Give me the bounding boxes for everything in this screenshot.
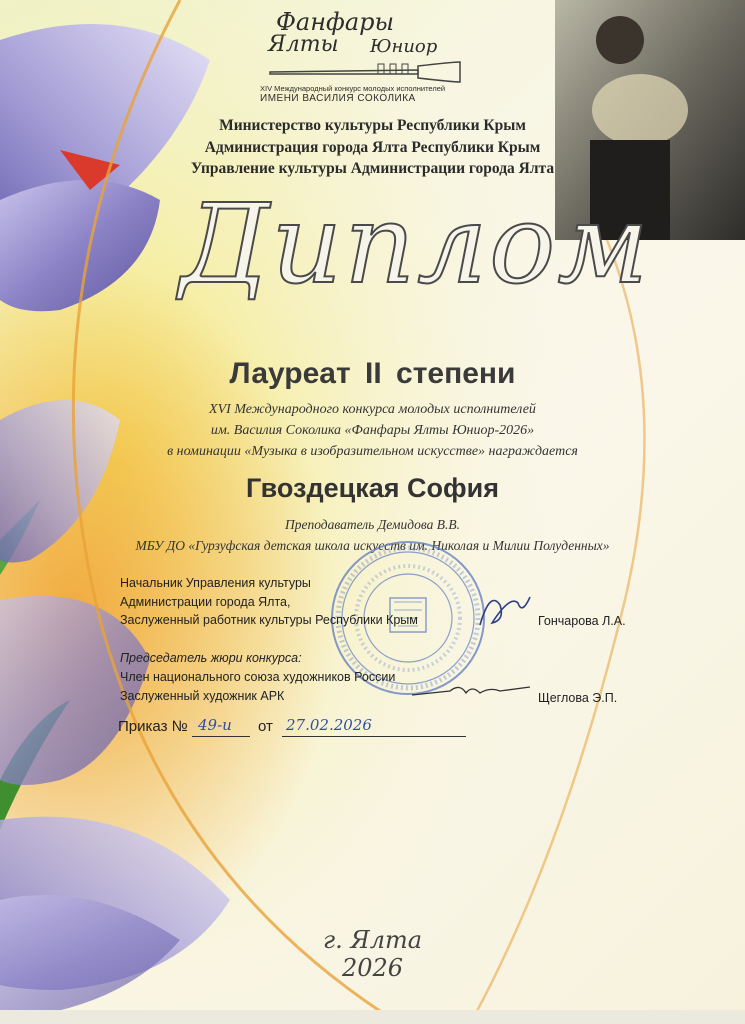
contest-line-2: им. Василия Соколика «Фанфары Ялты Юниор-2026» (210, 423, 535, 438)
trumpet-icon (268, 60, 464, 84)
contest-line-3: в номинации «Музыка в изобразительном искусстве» награждается (167, 444, 578, 459)
order-label: Приказ № (118, 718, 188, 735)
organizer-line-2: Администрация города Ялта Республики Крым (204, 139, 541, 156)
jury-name: Щеглова Э.П. (538, 691, 618, 705)
award-degree: Лауреат II степени (229, 357, 516, 390)
jury-title-3: Заслуженный художник АРК (120, 689, 285, 703)
jury-title-1: Председатель жюри конкурса: (120, 651, 302, 665)
organizer-line-3: Управление культуры Администрации города Ялта (190, 160, 555, 177)
order-date-line (282, 736, 466, 737)
logo-caption: XIV Международный конкурс молодых исполнителей (260, 84, 446, 93)
footer-city: г. Ялта (322, 926, 423, 954)
order-number-line (192, 736, 250, 737)
contest-line-1: XVI Международного конкурса молодых исполнителей (209, 402, 536, 417)
festival-logo (260, 6, 468, 104)
school-name: МБУ ДО «Гурзуфская детская школа искусств им. Николая и Милии Полуденных» (135, 538, 610, 553)
chief-title-1: Начальник Управления культуры (120, 576, 311, 590)
order-date: 27.02.2026 (286, 716, 372, 734)
footer-year: 2026 (341, 954, 404, 982)
diploma-title: Диплом (180, 180, 651, 308)
organizer-line-1: Министерство культуры Республики Крым (219, 117, 526, 134)
logo-name: ИМЕНИ ВАСИЛИЯ СОКОЛИКА (260, 93, 416, 104)
logo-line-3: Юниор (370, 36, 438, 57)
jury-signature (410, 675, 535, 705)
order-number: 49-и (198, 716, 232, 734)
chief-name: Гончарова Л.А. (538, 614, 626, 628)
chief-title-2: Администрации города Ялта, (120, 595, 291, 609)
logo-line-1: Фанфары (276, 8, 395, 36)
order-row (118, 716, 478, 740)
recipient-name: Гвоздецкая София (246, 473, 499, 503)
order-from-label: от (258, 718, 273, 735)
teacher-name: Преподаватель Демидова В.В. (284, 517, 461, 532)
chief-title-3: Заслуженный работник культуры Республики Крым (120, 613, 418, 627)
chief-signature (470, 585, 540, 640)
jury-title-2: Член национального союза художников России (120, 670, 396, 684)
logo-line-2: Ялты (268, 32, 339, 57)
